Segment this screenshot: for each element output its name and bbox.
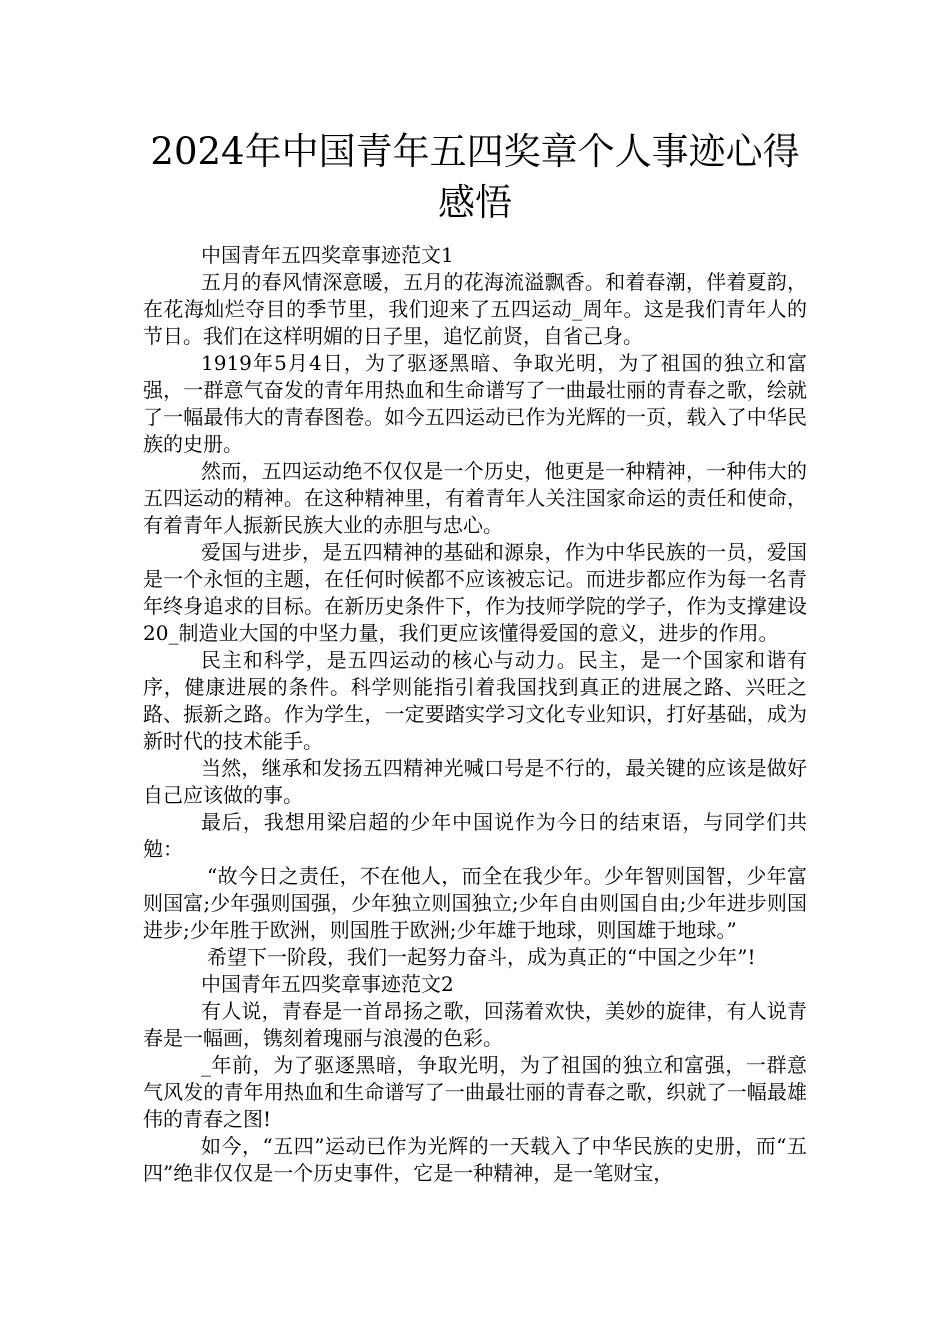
- paragraph: 民主和科学，是五四运动的核心与动力。民主，是一个国家和谐有序，健康进展的条件。科学则能指引着我国找到真正的进展之路、兴旺之路、振新之路。作为学生，一定要踏实学习文化专业知识，打好基础，成为新时代的技术能手。: [143, 648, 807, 753]
- paragraph: 1919年5月4日，为了驱逐黑暗、争取光明，为了祖国的独立和富强，一群意气奋发的青年用热血和生命谱写了一曲最壮丽的青春之歌，绘就了一幅最伟大的青春图卷。如今五四运动已作为光辉的一页，载入了中华民族的史册。: [143, 351, 807, 456]
- document-title: 2024年中国青年五四奖章个人事迹心得感悟: [150, 130, 800, 224]
- paragraph: _年前，为了驱逐黑暗，争取光明，为了祖国的独立和富强，一群意气风发的青年用热血和生命谱写了一曲最壮丽的青春之歌，织就了一幅最雄伟的青春之图!: [143, 1053, 807, 1131]
- paragraph: 如今，“五四”运动已作为光辉的一天载入了中华民族的史册，而“五四”绝非仅仅是一个历史事件，它是一种精神，是一笔财宝，: [143, 1134, 807, 1185]
- paragraph: 然而，五四运动绝不仅仅是一个历史，他更是一种精神，一种伟大的五四运动的精神。在这种精神里，有着青年人关注国家命运的责任和使命，有着青年人振新民族大业的赤胆与忠心。: [143, 459, 807, 537]
- quote-paragraph: “故今日之责任，不在他人，而全在我少年。少年智则国智，少年富则国富;少年强则国强，少年独立则国独立;少年自由则国自由;少年进步则国进步;少年胜于欧洲，则国胜于欧洲;少年雄于地球，则国雄于地球。”: [143, 864, 807, 942]
- paragraph: 有人说，青春是一首昂扬之歌，回荡着欢快，美妙的旋律，有人说青春是一幅画，镌刻着瑰丽与浪漫的色彩。: [143, 999, 807, 1050]
- paragraph: 爱国与进步，是五四精神的基础和源泉，作为中华民族的一员，爱国是一个永恒的主题，在任何时候都不应该被忘记。而进步都应作为每一名青年终身追求的目标。在新历史条件下，作为技师学院的学子，作为支撑建设20_制造业大国的中坚力量，我们更应该懂得爱国的意义，进步的作用。: [143, 540, 807, 645]
- paragraph: 希望下一阶段，我们一起努力奋斗，成为真正的“中国之少年”!: [207, 945, 756, 969]
- document-body: [143, 242, 807, 1187]
- paragraph: 五月的春风情深意暖，五月的花海流溢飘香。和着春潮，伴着夏韵，在花海灿烂夺目的季节里，我们迎来了五四运动_周年。这是我们青年人的节日。我们在这样明媚的日子里，追忆前贤，自省己身。: [143, 270, 807, 348]
- section-heading-1: 中国青年五四奖章事迹范文1: [201, 243, 454, 267]
- paragraph: 最后，我想用梁启超的少年中国说作为今日的结束语，与同学们共勉：: [143, 810, 807, 861]
- paragraph: 当然，继承和发扬五四精神光喊口号是不行的，最关键的应该是做好自己应该做的事。: [143, 756, 807, 807]
- section-heading-2: 中国青年五四奖章事迹范文2: [201, 972, 454, 996]
